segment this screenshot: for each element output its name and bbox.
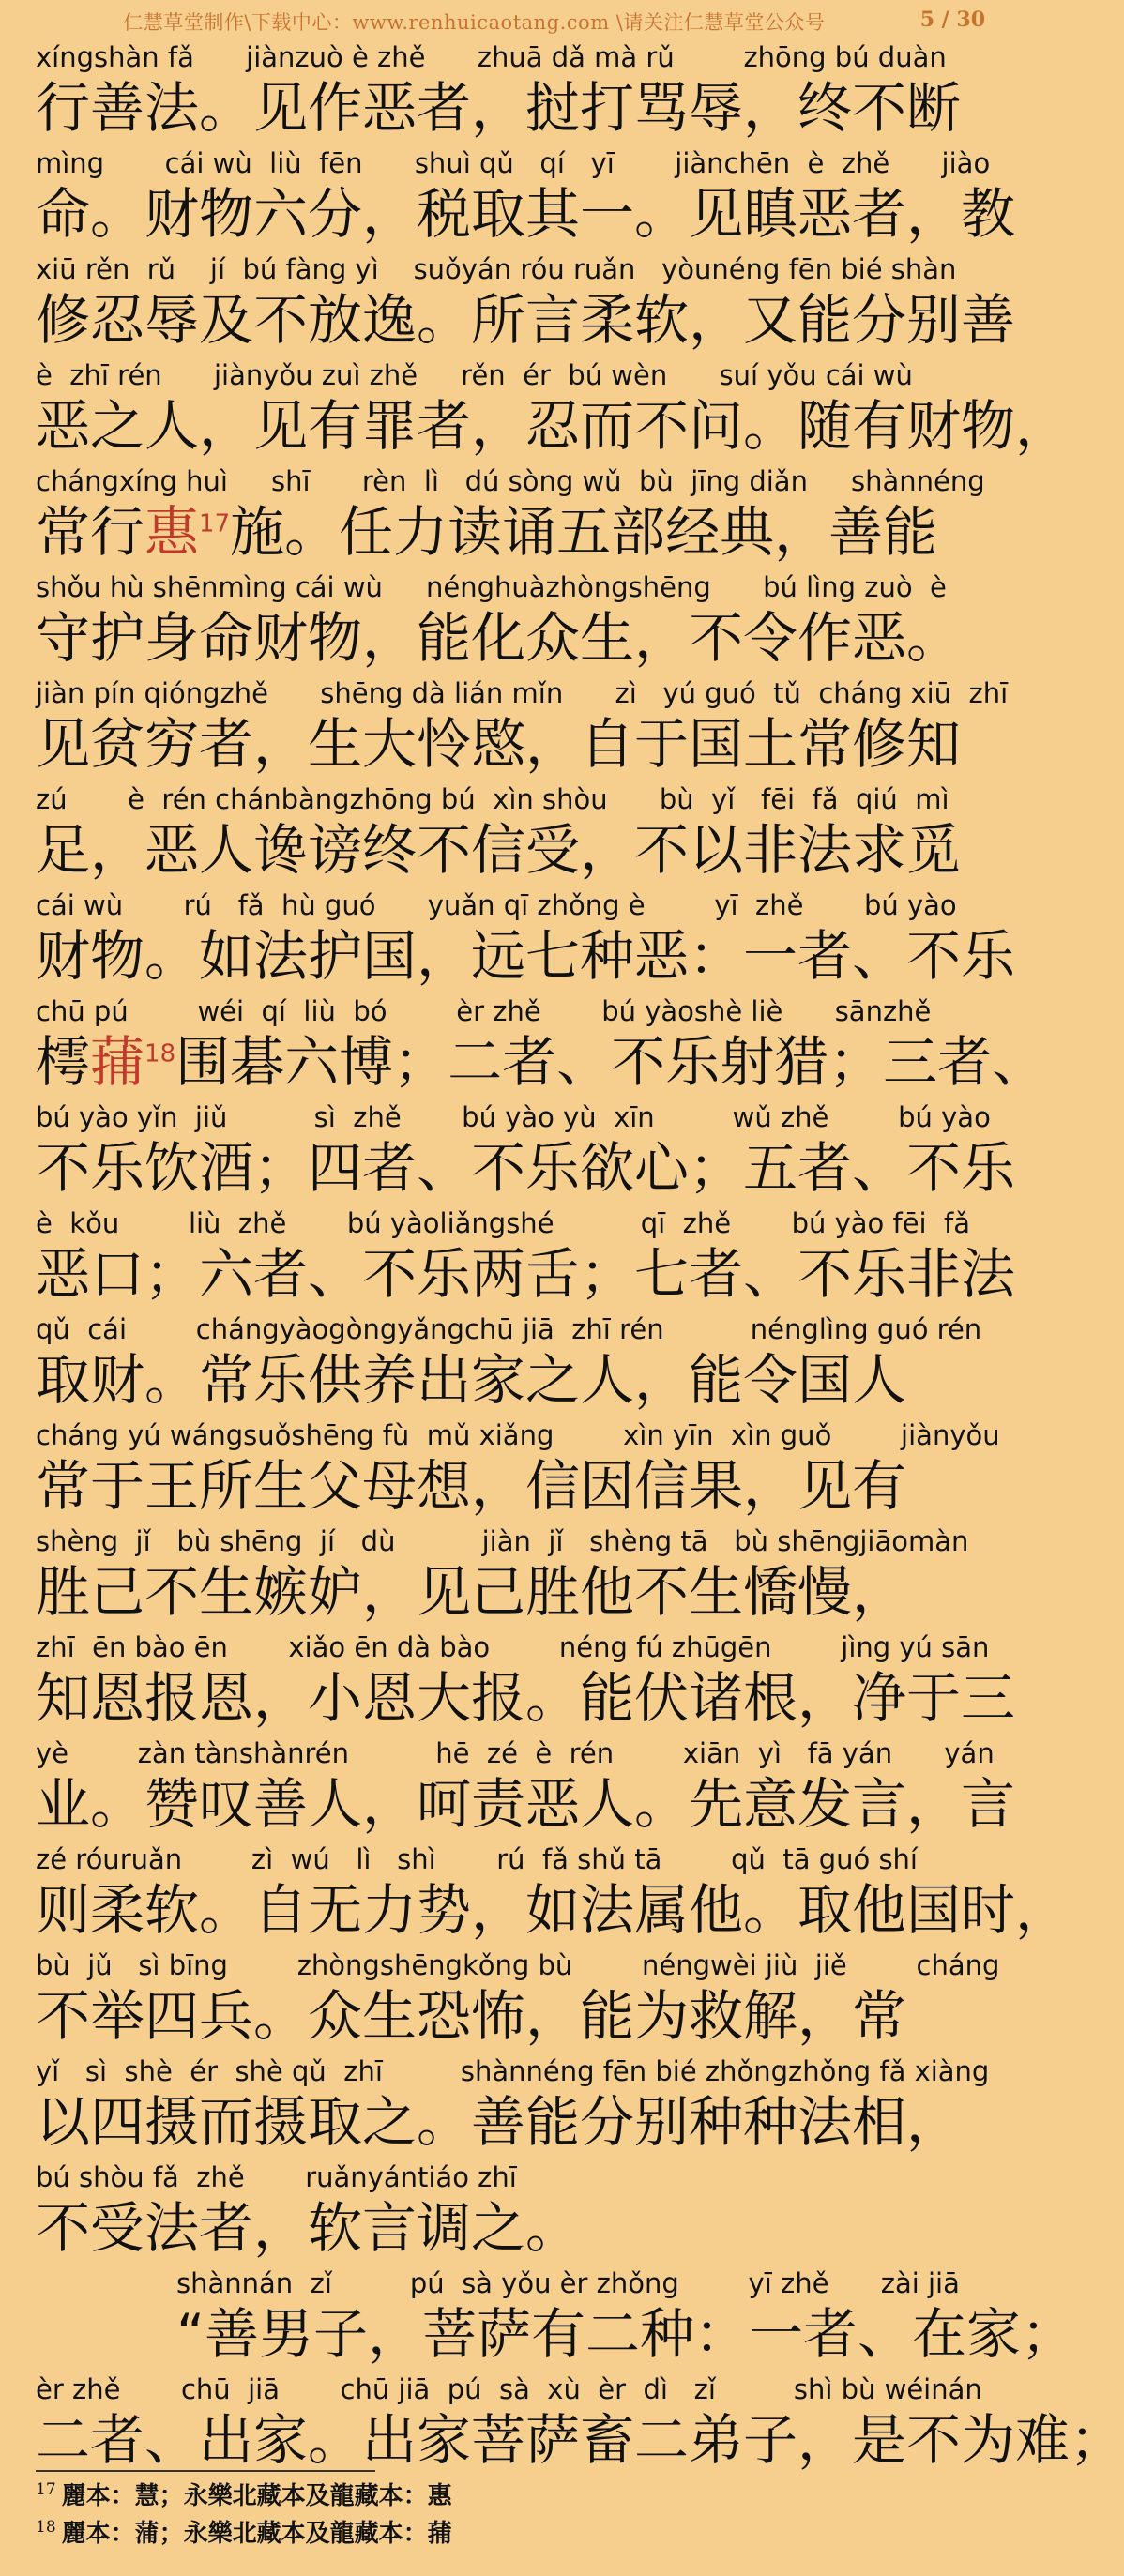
text-line xyxy=(36,2371,1124,2478)
pinyin-line: chū pú wéi qí liù bó èr zhě bú yàoshè liè sānzhě xyxy=(36,995,932,1027)
pinyin-line: yǐ sì shè ér shè qǔ zhī shànnéng fēn bié zhǒngzhǒng fǎ xiàng xyxy=(36,2055,990,2087)
hanzi-line: 行善法。见作恶者，挝打骂辱，终不断 xyxy=(36,76,962,140)
pinyin-line: shǒu hù shēnmìng cái wù nénghuàzhòngshēng bú lìng zuò è xyxy=(36,571,947,603)
text-line xyxy=(36,357,1071,463)
hanzi-line: 命。财物六分，税取其一。见瞋恶者，教 xyxy=(36,182,1016,246)
pinyin-line: bù jǔ sì bīng zhòngshēngkǒng bù néngwèi jiù jiě cháng xyxy=(36,1949,1000,1981)
text-line xyxy=(36,1205,1016,1311)
footnote-ref[interactable]: 18 xyxy=(144,1039,176,1068)
hanzi-segment: 常行 xyxy=(36,500,145,564)
footnote-number: 18 xyxy=(36,2518,56,2538)
hanzi-line: 足，恶人谗谤终不信受，不以非法求觅 xyxy=(36,818,962,882)
hanzi-line: 守护身命财物，能化众生，不令作恶。 xyxy=(36,606,962,670)
text-line xyxy=(36,1417,1000,1523)
pinyin-line: shèng jǐ bù shēng jí dù jiàn jǐ shèng tā bù shēngjiāomàn xyxy=(36,1525,969,1557)
pinyin-line: zú è rén chánbàngzhōng bú xìn shòu bù yǐ fēi fǎ qiú mì xyxy=(36,783,949,815)
text-line xyxy=(36,2159,983,2265)
text-line xyxy=(36,39,983,145)
text-line xyxy=(36,569,983,675)
hanzi-line: 财物。如法护国，远七种恶：一者、不乐 xyxy=(36,924,1016,988)
pinyin-line: xíngshàn fǎ jiànzuò è zhě zhuā dǎ mà rǔ zhōng bú duàn xyxy=(36,41,947,73)
footnotes xyxy=(36,2470,983,2553)
pinyin-line: bú yào yǐn jiǔ sì zhě bú yào yù xīn wǔ zhě bú yào xyxy=(36,1101,991,1133)
pinyin-line: mìng cái wù liù fēn shuì qǔ qí yī jiànchēn è zhě jiào xyxy=(36,147,991,179)
text-line xyxy=(36,887,1016,993)
variant-character: 蒱 xyxy=(90,1030,145,1094)
footnote-text: 麗本：慧；永樂北藏本及龍藏本：惠 xyxy=(61,2482,452,2510)
hanzi-line: “善男子，菩萨有二种：一者、在家； xyxy=(176,2302,1076,2366)
text-line xyxy=(36,1523,983,1629)
pinyin-line: zhī ēn bào ēn xiǎo ēn dà bào néng fú zhūgēn jìng yú sān xyxy=(36,1631,990,1663)
text-line xyxy=(36,1099,1016,1205)
hanzi-line: 知恩报恩，小恩大报。能伏诸根，净于三 xyxy=(36,1666,1016,1730)
pinyin-line: bú shòu fǎ zhě ruǎnyántiáo zhī xyxy=(36,2161,517,2193)
pinyin-line: zé róuruǎn zì wú lì shì rú fǎ shǔ tā qǔ tā guó shí xyxy=(36,1843,918,1875)
text-line xyxy=(36,145,1016,251)
hanzi-line: 二者、出家。出家菩萨畜二弟子，是不为难； xyxy=(36,2408,1124,2472)
hanzi-line: 不乐饮酒；四者、不乐欲心；五者、不乐 xyxy=(36,1136,1016,1200)
text-line xyxy=(36,1311,983,1417)
pinyin-line: yè zàn tànshànrén hē zé è rén xiān yì fā yán yán xyxy=(36,1737,995,1769)
footnote-divider xyxy=(36,2470,375,2472)
hanzi-line: 恶口；六者、不乐两舌；七者、不乐非法 xyxy=(36,1242,1016,1306)
variant-character: 惠 xyxy=(144,500,200,564)
text-line xyxy=(36,993,1047,1099)
hanzi-line: 见贫穷者，生大怜愍，自于国土常修知 xyxy=(36,712,962,776)
hanzi-line xyxy=(36,1029,1047,1099)
hanzi-segment: 施。任力读诵五部经典，善能 xyxy=(230,500,938,564)
page-header xyxy=(0,0,1013,43)
hanzi-line: 以四摄而摄取之。善能分别种种法相， xyxy=(36,2090,962,2154)
text-line xyxy=(36,2053,990,2159)
text-line xyxy=(36,463,983,569)
pinyin-line: chángxíng huì shī rèn lì dú sòng wǔ bù jīng diǎn shànnéng xyxy=(36,465,985,497)
hanzi-line: 不举四兵。众生恐怖，能为救解，常 xyxy=(36,1984,907,2048)
hanzi-line: 修忍辱及不放逸。所言柔软，又能分别善 xyxy=(36,288,1016,352)
pinyin-line: è zhī rén jiànyǒu zuì zhě rěn ér bú wèn suí yǒu cái wù xyxy=(36,359,913,391)
pinyin-line: shànnán zǐ pú sà yǒu èr zhǒng yī zhě zài jiā xyxy=(176,2267,960,2299)
page-number: 5 / 30 xyxy=(919,8,985,32)
text-line xyxy=(36,2265,1076,2371)
pinyin-line: xiū rěn rǔ jí bú fàng yì suǒyán róu ruǎn yòunéng fēn bié shàn xyxy=(36,253,957,285)
pinyin-line: è kǒu liù zhě bú yàoliǎngshé qī zhě bú yào fēi fǎ xyxy=(36,1207,971,1239)
pinyin-line: èr zhě chū jiā chū jiā pú sà xù èr dì zǐ shì bù wéinán xyxy=(36,2373,982,2405)
hanzi-line: 恶之人，见有罪者，忍而不问。随有财物， xyxy=(36,394,1071,458)
text-line xyxy=(36,1947,1000,2053)
hanzi-segment: 樗 xyxy=(36,1030,91,1094)
hanzi-segment: 围碁六博；二者、不乐射猎；三者、 xyxy=(175,1030,1047,1094)
hanzi-line: 业。赞叹善人，呵责恶人。先意发言，言 xyxy=(36,1772,1016,1836)
pinyin-line: qǔ cái chángyàogòngyǎngchū jiā zhī rén nénglìng guó rén xyxy=(36,1313,982,1345)
text-line xyxy=(36,1735,1016,1841)
hanzi-line: 不受法者，软言调之。 xyxy=(36,2196,581,2260)
footnote-17 xyxy=(36,2478,983,2515)
text-line xyxy=(36,1629,1016,1735)
footnote-18 xyxy=(36,2515,983,2553)
pinyin-line: cháng yú wángsuǒshēng fù mǔ xiǎng xìn yīn xìn guǒ jiànyǒu xyxy=(36,1419,1000,1451)
pinyin-line: jiàn pín qióngzhě shēng dà lián mǐn zì yú guó tǔ cháng xiū zhī xyxy=(36,677,1009,709)
text-line xyxy=(36,251,1016,357)
hanzi-line xyxy=(36,499,983,569)
footnote-ref[interactable]: 17 xyxy=(199,509,231,538)
hanzi-line: 常于王所生父母想，信因信果，见有 xyxy=(36,1454,907,1518)
sutra-text xyxy=(36,39,1124,2478)
hanzi-line: 取财。常乐供养出家之人，能令国人 xyxy=(36,1348,907,1412)
footnote-number: 17 xyxy=(36,2480,56,2500)
text-line xyxy=(36,781,983,887)
hanzi-line: 则柔软。自无力势，如法属他。取他国时， xyxy=(36,1878,1071,1942)
header-title: 仁慧草堂制作\下载中心：www.renhuicaotang.com \请关注仁慧草堂公众号 xyxy=(123,11,826,34)
hanzi-line: 胜己不生嫉妒，见己胜他不生憍慢， xyxy=(36,1560,907,1624)
text-line xyxy=(36,675,1009,781)
pinyin-line: cái wù rú fǎ hù guó yuǎn qī zhǒng è yī zhě bú yào xyxy=(36,889,957,921)
text-line xyxy=(36,1841,1071,1947)
footnote-text: 麗本：蒲；永樂北藏本及龍藏本：蒱 xyxy=(61,2520,452,2548)
